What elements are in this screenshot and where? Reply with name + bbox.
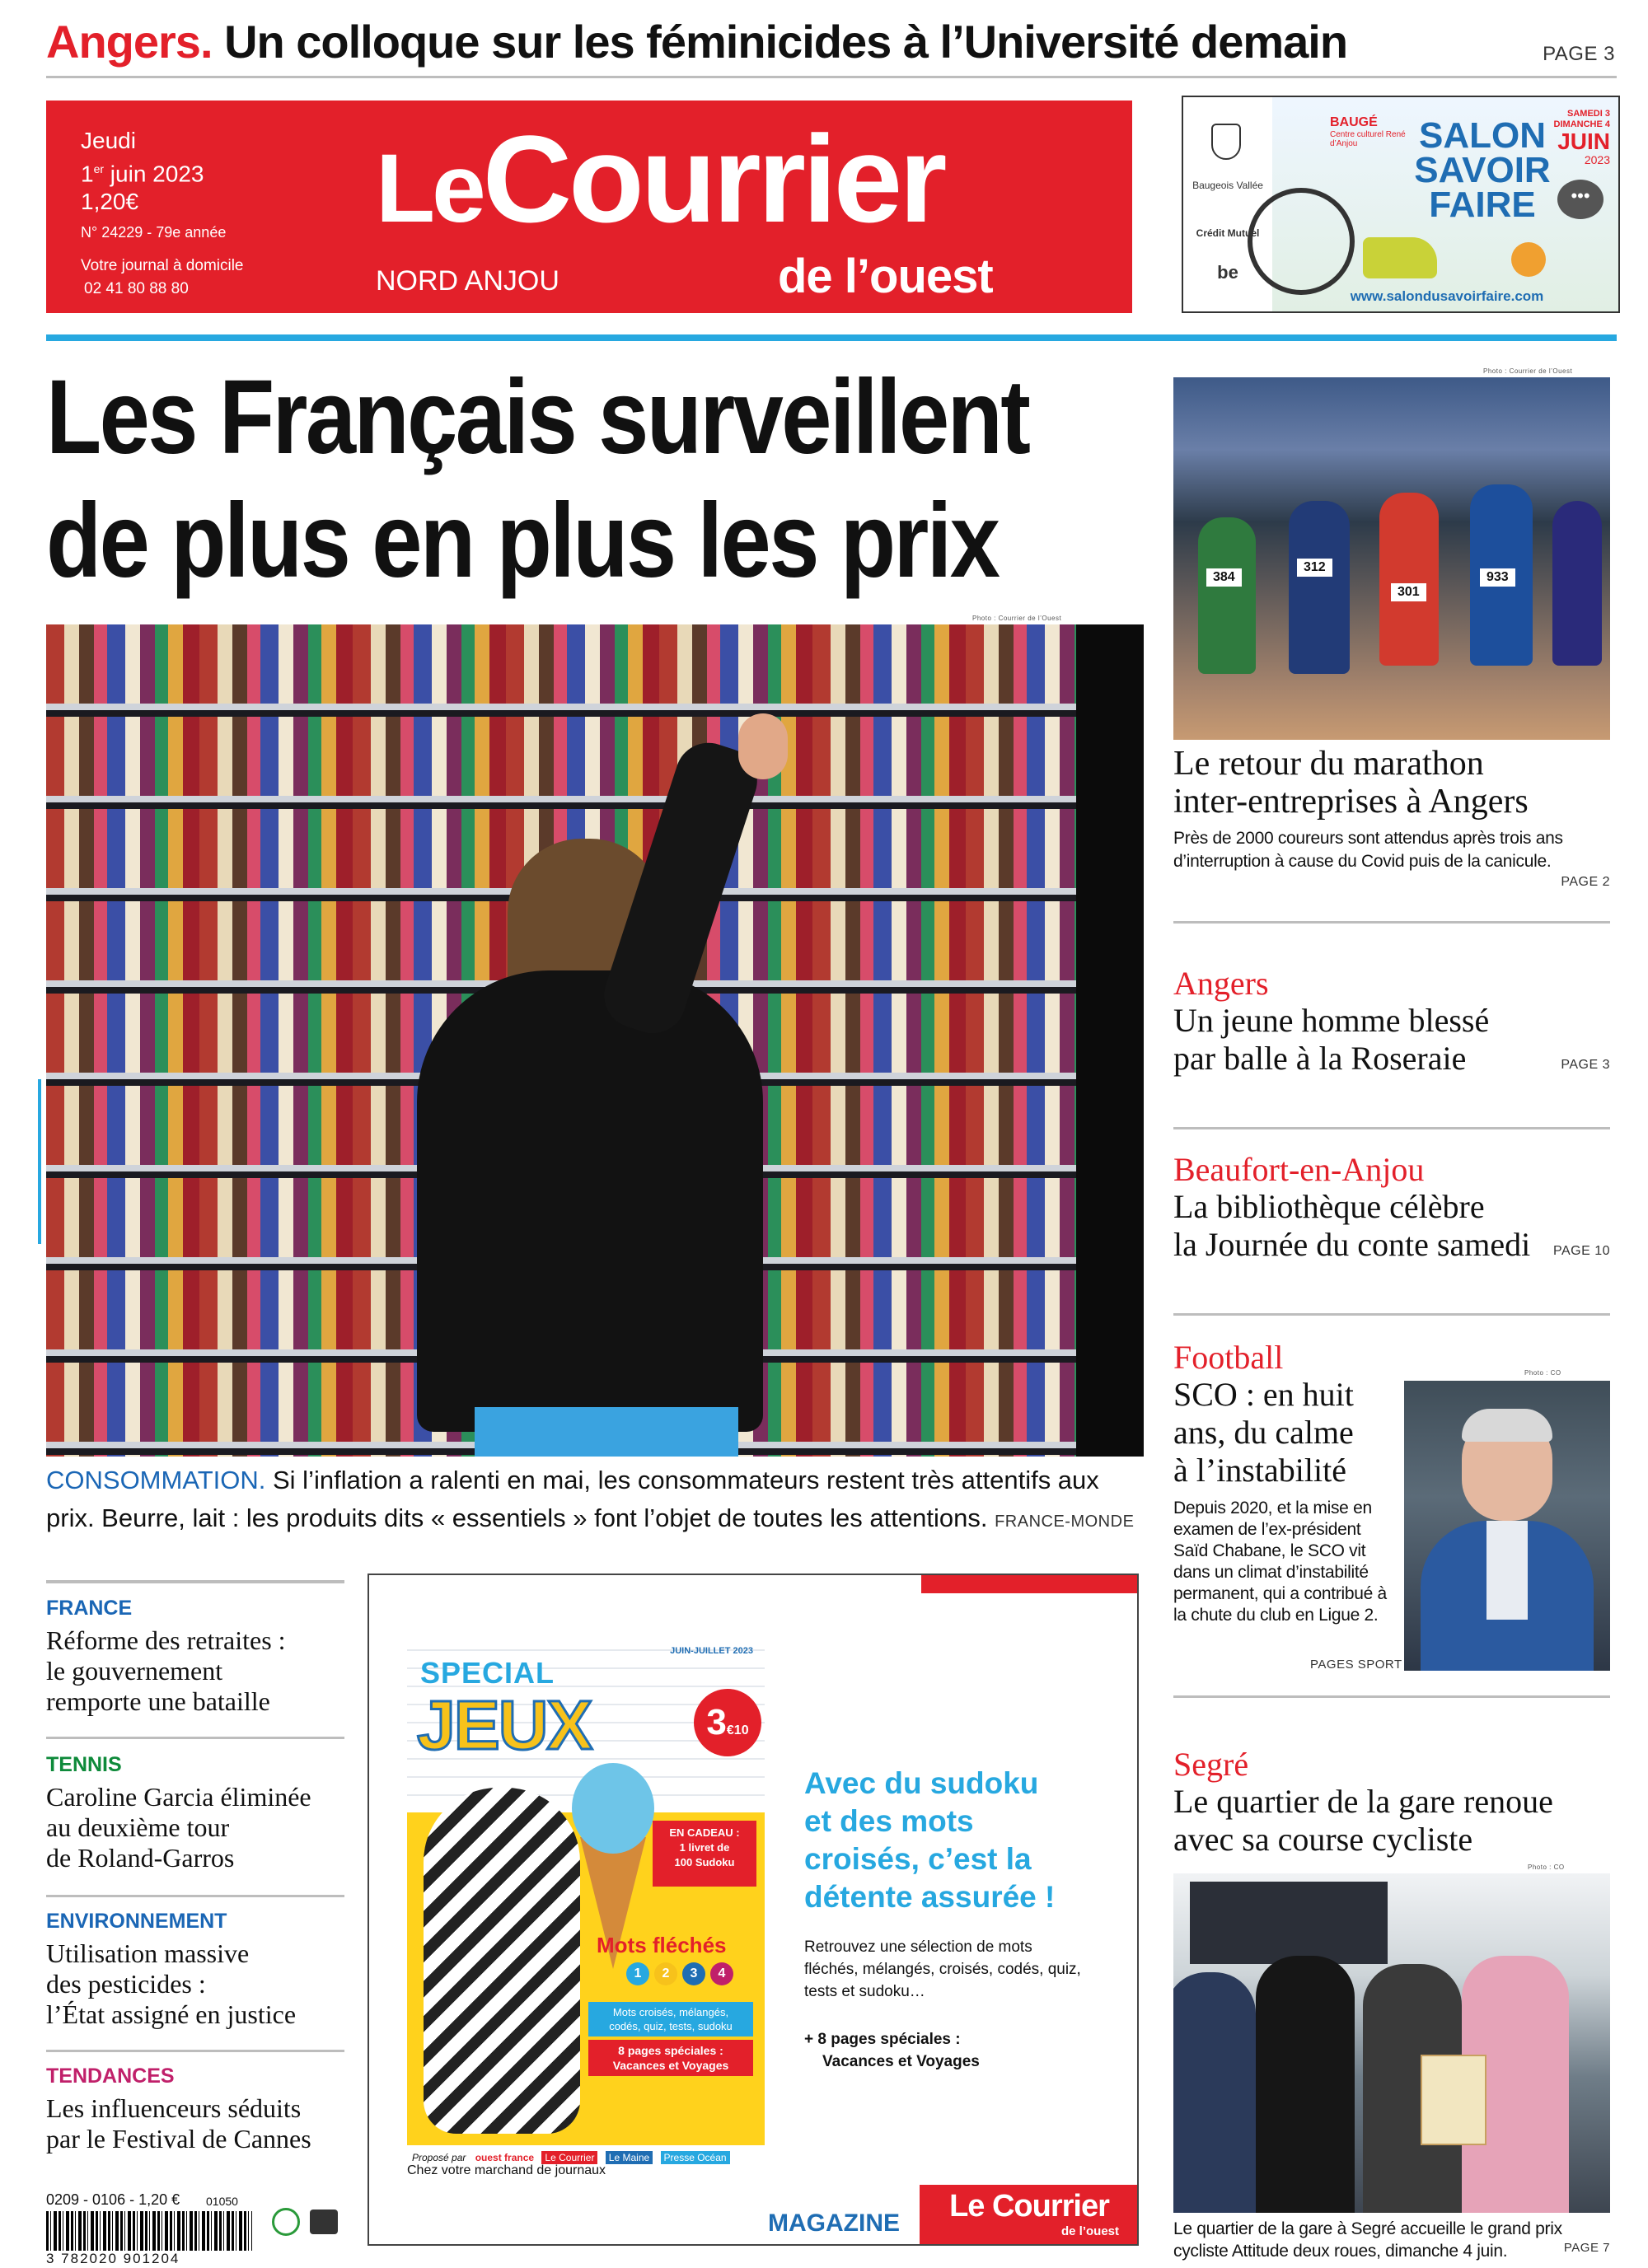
angers-title-1: Un jeune homme blessé: [1173, 1002, 1490, 1039]
beaufort-title[interactable]: [1173, 1188, 1530, 1264]
coach-photo[interactable]: [1404, 1381, 1610, 1671]
ad-magazine-label: MAGAZINE: [768, 2210, 900, 2237]
salon-venue: Centre culturel René d’Anjou: [1330, 130, 1406, 148]
masthead-edition: NORD ANJOU: [376, 265, 559, 297]
coach-hair: [1462, 1409, 1552, 1442]
cover-price-badge: [694, 1689, 761, 1756]
coach-photo-credit: Photo : CO: [1524, 1369, 1561, 1377]
salon-sponsors: [1183, 97, 1272, 311]
beaufort-title-2: la Journée du conte samedi: [1173, 1226, 1531, 1263]
salon-bubble-icon: •••: [1557, 180, 1604, 219]
barcode-digits: 3 782020 901204: [46, 2251, 180, 2266]
brief-tendances-kicker: TENDANCES: [46, 2065, 175, 2088]
shop-sign: [1190, 1882, 1388, 1964]
salon-orange-icon: [1511, 242, 1546, 277]
ad-logo-block: [920, 2185, 1139, 2246]
recycle-icon: [272, 2208, 300, 2236]
barcode-icon: [46, 2211, 252, 2251]
salon-can-icon: [1363, 237, 1437, 278]
cover-jeux: JEUX: [417, 1686, 592, 1764]
brand-ouest-france: ouest france: [475, 2152, 535, 2163]
masthead-date-line: 1er juin 2023: [81, 161, 204, 187]
brief-tendances-title: Les influenceurs séduits par le Festival de Cannes: [46, 2093, 311, 2153]
masthead-date: [81, 127, 204, 216]
brief-divider-1: [46, 1737, 344, 1739]
zebra-mascot: [424, 1788, 580, 2134]
runner-2: [1289, 501, 1350, 674]
cyclists-photo[interactable]: [1173, 1873, 1610, 2213]
salon-poster: [1272, 97, 1620, 311]
runner-3: [1379, 493, 1439, 666]
masthead[interactable]: [46, 101, 1132, 313]
logo-courrier: Courrier: [482, 110, 944, 248]
brief-tennis-kicker: TENNIS: [46, 1753, 122, 1776]
main-headline[interactable]: [46, 356, 1028, 603]
cover-special: SPECIAL: [420, 1656, 555, 1690]
ad-red-bar: [921, 1575, 1137, 1593]
marathon-title-1: Le retour du marathon: [1173, 745, 1484, 783]
marathon-title[interactable]: [1173, 745, 1529, 821]
marathon-text: Près de 2000 coureurs sont attendus après trois ans d’interruption à cause du Covid puis de la canicule.: [1173, 829, 1563, 871]
brief-tendances[interactable]: [46, 2065, 351, 2154]
coach-shirt: [1486, 1521, 1528, 1620]
brief-france-title: Réforme des retraites : le gouvernement remporte une bataille: [46, 1625, 286, 1716]
cover-types: Mots croisés, mélangés, codés, quiz, tests, sudoku: [588, 2002, 753, 2037]
angers-title-2: par balle à la Roseraie: [1173, 1040, 1467, 1077]
bib-1: 384: [1206, 568, 1242, 587]
sponsor-credit-mutuel: Crédit Mutuel: [1196, 227, 1260, 239]
main-caption-page: FRANCE-MONDE: [995, 1513, 1135, 1531]
football-title-1: SCO : en huit: [1173, 1376, 1354, 1413]
salon-year: 2023: [1584, 153, 1610, 166]
masthead-phone: 02 41 80 88 80: [84, 280, 189, 297]
brand-maine: Le Maine: [606, 2151, 653, 2164]
football-text: Depuis 2020, et la mise en examen de l’ex-président Saïd Chabane, le SCO vit dans un climat d’instabilité permanent, qui a contribué à la chute du club en Ligue 2.: [1173, 1499, 1387, 1625]
salon-month: JUIN: [1557, 129, 1610, 154]
bib-4: 933: [1480, 568, 1515, 587]
top-teaser-page: PAGE 3: [1543, 43, 1615, 65]
runner-5: [1552, 501, 1602, 666]
top-teaser-place: Angers.: [46, 16, 213, 68]
salon-place: BAUGÉ: [1330, 115, 1378, 129]
salon-ad[interactable]: [1182, 96, 1620, 313]
person-2: [1256, 1956, 1355, 2213]
logo-subtitle: de l’ouest: [778, 250, 993, 303]
football-page: PAGES SPORT: [1310, 1658, 1402, 1672]
marathon-photo-credit: Photo : Courrier de l’Ouest: [1483, 367, 1573, 375]
beaufort-kicker: Beaufort-en-Anjou: [1173, 1151, 1425, 1188]
ad-body: Retrouvez une sélection de mots fléchés, mélangés, croisés, codés, quiz, tests et sudoku…: [804, 1938, 1081, 2000]
gift-box: EN CADEAU : 1 livret de 100 Sudoku: [653, 1821, 756, 1887]
masthead-delivery: Votre journal à domicile: [81, 257, 244, 274]
brief-france[interactable]: [46, 1597, 351, 1717]
marathon-page: PAGE 2: [1561, 875, 1610, 889]
cover-fleches: Mots fléchés: [597, 1933, 727, 1957]
brand-presse-ocean: Presse Océan: [661, 2151, 730, 2164]
ad-headline: Avec du sudoku et des mots croisés, c’est la détente assurée !: [804, 1766, 1056, 1914]
segre-kicker: Segré: [1173, 1746, 1249, 1783]
football-title-3: à l’instabilité: [1173, 1452, 1346, 1489]
salon-dates: SAMEDI 3 DIMANCHE 4: [1553, 109, 1610, 129]
brief-divider-3: [46, 2050, 344, 2052]
main-photo-credit: Photo : Courrier de l’Ouest: [972, 615, 1062, 622]
sponsor-baugeois: Baugeois Vallée: [1192, 180, 1263, 191]
cyclists-photo-credit: Photo : CO: [1528, 1864, 1565, 1871]
woman-hand: [738, 713, 788, 779]
brief-tennis-title: Caroline Garcia éliminée au deuxième tour de Roland-Garros: [46, 1782, 311, 1873]
top-divider: [46, 76, 1617, 78]
salon-title-1: SALON: [1419, 115, 1546, 156]
divider-2: [1173, 1127, 1610, 1129]
masthead-day: Jeudi: [81, 128, 136, 153]
marathon-photo[interactable]: [1173, 377, 1610, 740]
cover-pages: 8 pages spéciales : Vacances et Voyages: [588, 2040, 753, 2076]
salon-title: [1404, 115, 1561, 225]
photo-side-marker: [38, 1079, 41, 1244]
cover-proposed: Proposé par: [412, 2152, 466, 2163]
masthead-logo[interactable]: [376, 110, 944, 248]
brief-france-kicker: FRANCE: [46, 1597, 133, 1620]
cover-numbers: 1 2 3 4: [626, 1962, 733, 1985]
person-1: [1173, 1972, 1256, 2213]
barcode-addon: 01050: [206, 2195, 238, 2208]
sponsor-be: be: [1217, 262, 1238, 283]
cover-price-big: 3: [706, 1702, 727, 1742]
salon-title-2: SAVOIR: [1414, 150, 1551, 190]
masthead-price: 1,20€: [81, 189, 139, 215]
beaufort-page: PAGE 10: [1552, 1244, 1610, 1258]
segre-caption: Le quartier de la gare à Segré accueille le grand prix cycliste Attitude deux roues, dimanche 4 juin.: [1173, 2219, 1562, 2261]
icecream-scoop: [572, 1763, 654, 1854]
bib-3: 301: [1391, 583, 1426, 601]
main-caption[interactable]: [46, 1461, 1142, 1541]
poster-held: [1421, 2055, 1486, 2145]
bib-2: 312: [1297, 559, 1332, 577]
main-headline-line2: de plus en plus les prix: [46, 482, 999, 600]
football-title-2: ans, du calme: [1173, 1414, 1354, 1451]
brief-environnement[interactable]: [46, 1910, 351, 2030]
brief-tennis[interactable]: [46, 1753, 351, 1873]
segre-title-1: Le quartier de la gare renoue: [1173, 1783, 1553, 1820]
brand-courrier: Le Courrier: [541, 2151, 597, 2164]
cover-price-small: €10: [726, 1723, 749, 1737]
beaufort-title-1: La bibliothèque célèbre: [1173, 1188, 1485, 1225]
magazine-ad[interactable]: [368, 1574, 1139, 2246]
angers-page: PAGE 3: [1561, 1058, 1610, 1072]
divider-1: [1173, 921, 1610, 924]
salon-url[interactable]: www.salondusavoirfaire.com: [1350, 288, 1544, 304]
briefs-top-rule: [46, 1580, 344, 1583]
main-caption-text: Si l’inflation a ralenti en mai, les consommateurs restent très attentifs aux prix. Beurre, lait : les produits dits « essentiels » font l’objet de toutes les attentions.: [46, 1466, 1099, 1532]
main-headline-line1: Les Français surveillent: [46, 358, 1029, 476]
cyan-rule: [46, 334, 1617, 341]
ad-bullet: + 8 pages spéciales : Vacances et Voyages: [804, 2031, 980, 2070]
ad-logo-sub: de l’ouest: [1060, 2224, 1119, 2238]
woman-hoodie: [417, 970, 763, 1432]
football-kicker: Football: [1173, 1339, 1284, 1376]
cover-date: JUIN-JUILLET 2023: [670, 1646, 753, 1656]
print-icon: [310, 2210, 338, 2234]
ad-logo: Le Courrier: [949, 2189, 1109, 2224]
angers-title[interactable]: [1173, 1002, 1489, 1078]
sponsor-emblem-icon: [1211, 124, 1241, 160]
logo-le: Le: [376, 134, 483, 243]
brief-divider-2: [46, 1895, 344, 1897]
shelf-dark-column: [1076, 624, 1144, 1457]
football-title[interactable]: [1173, 1376, 1354, 1489]
runner-1: [1198, 517, 1256, 674]
salon-wheel-icon: [1248, 188, 1355, 295]
brief-environnement-title: Utilisation massive des pesticides : l’État assigné en justice: [46, 1938, 297, 2029]
salon-title-3: FAIRE: [1429, 185, 1536, 225]
ad-shop: Chez votre marchand de journaux: [407, 2163, 606, 2177]
top-teaser[interactable]: [46, 15, 1347, 68]
marathon-title-2: inter-entreprises à Angers: [1173, 783, 1529, 821]
brief-environnement-kicker: ENVIRONNEMENT: [46, 1910, 227, 1933]
segre-title-2: avec sa course cycliste: [1173, 1821, 1473, 1858]
cover: [407, 1639, 765, 2191]
masthead-issue: N° 24229 - 79e année: [81, 224, 227, 241]
barcode-code: 0209 - 0106 - 1,20 €: [46, 2191, 180, 2208]
segre-title[interactable]: [1173, 1783, 1553, 1859]
divider-3: [1173, 1313, 1610, 1316]
main-photo-shelves[interactable]: [46, 624, 1144, 1457]
woman-pants: [475, 1407, 738, 1457]
angers-kicker: Angers: [1173, 965, 1269, 1002]
top-teaser-text: Un colloque sur les féminicides à l’Université demain: [224, 16, 1348, 68]
main-caption-kicker: CONSOMMATION.: [46, 1466, 266, 1494]
divider-4: [1173, 1695, 1610, 1698]
segre-page: PAGE 7: [1563, 2241, 1610, 2255]
